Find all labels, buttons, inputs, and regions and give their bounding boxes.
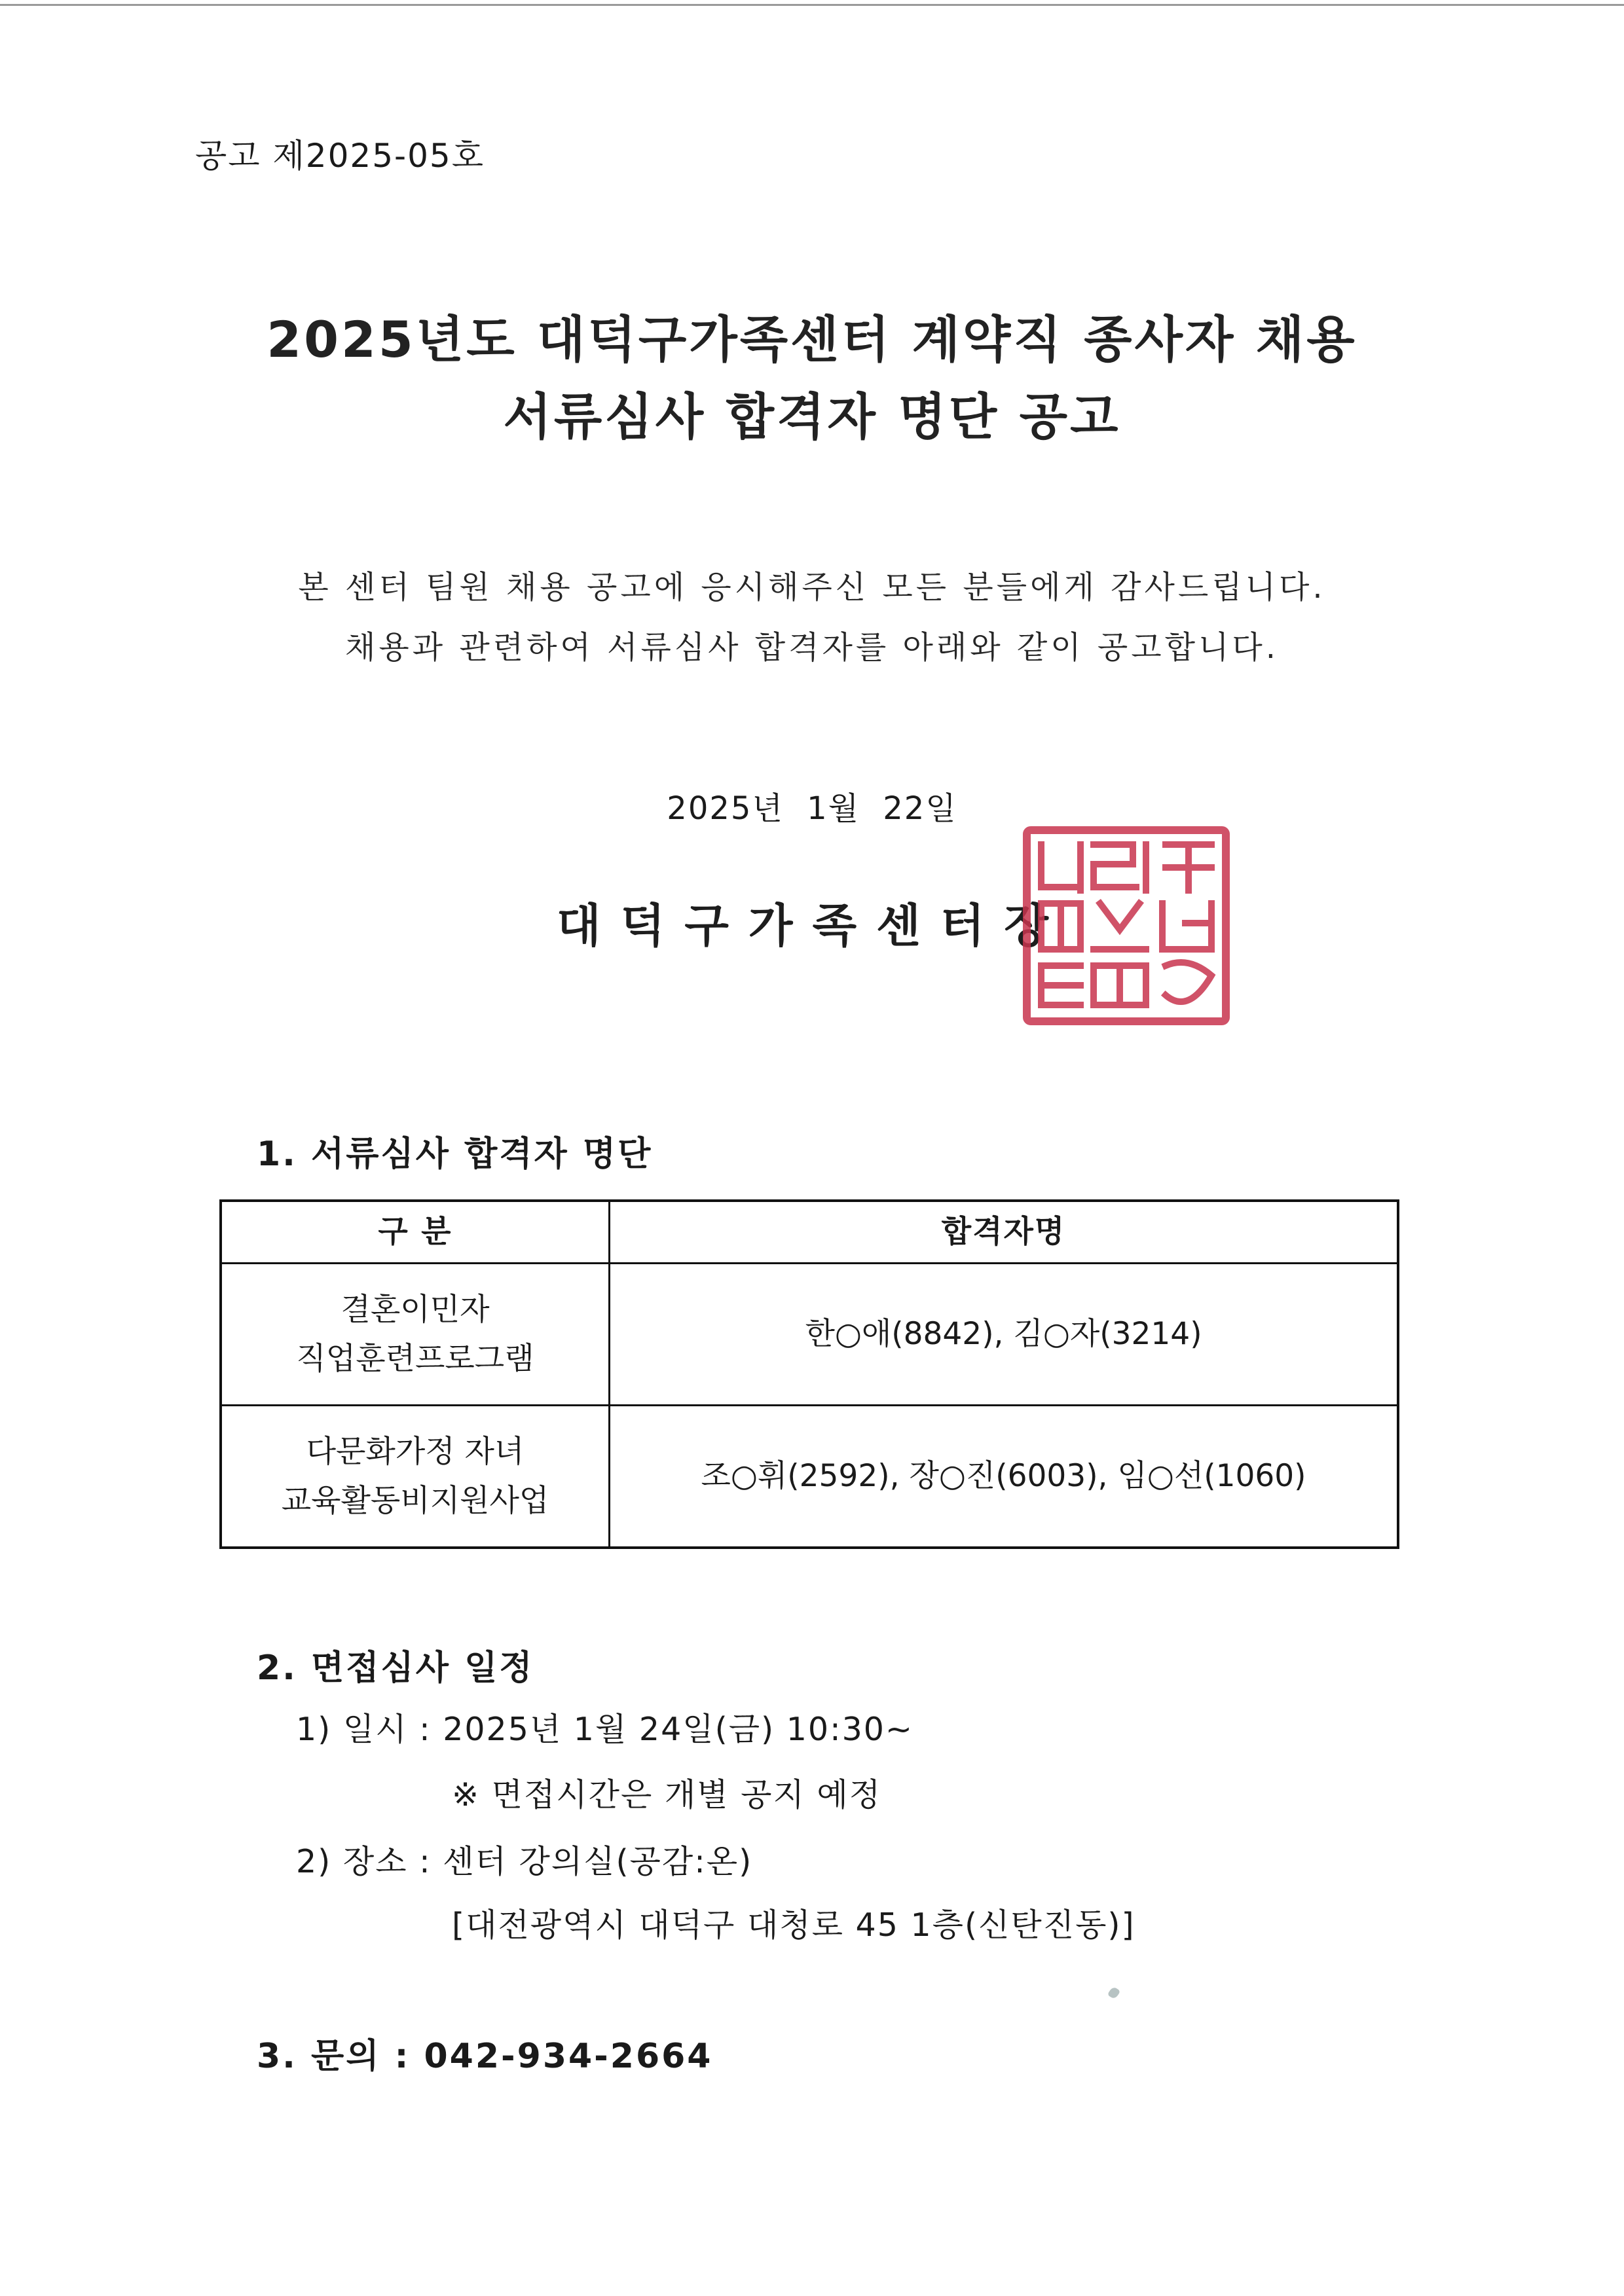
table-header-passers: 합격자명 [610, 1201, 1399, 1264]
notice-date: 2025년 1월 22일 [667, 790, 957, 827]
section1-heading: 1. 서류심사 합격자 명단 [257, 1135, 653, 1174]
interview-datetime-note: ※ 면접시간은 개별 공지 예정 [452, 1776, 882, 1813]
passers-table [219, 1199, 1399, 1549]
issuer-name: 대덕구가족센터장 [557, 899, 1068, 953]
scan-top-border [0, 4, 1624, 6]
intro-text-line2: 채용과 관련하여 서류심사 합격자를 아래와 같이 공고합니다. [344, 629, 1279, 666]
interview-place: 2) 장소 : 센터 강의실(공감:온) [296, 1843, 753, 1880]
notice-number: 공고 제2025-05호 [195, 137, 485, 175]
table-header-row [221, 1201, 1398, 1264]
category-line2: 직업훈련프로그램 [296, 1341, 534, 1377]
interview-address: [대전광역시 대덕구 대청로 45 1층(신탄진동)] [452, 1906, 1135, 1944]
notice-title-line1: 2025년도 대덕구가족센터 계약직 종사자 채용 [267, 310, 1357, 369]
table-cell-category [221, 1406, 610, 1548]
notice-title-line2: 서류심사 합격자 명단 공고 [503, 388, 1121, 446]
category-line1: 결혼이민자 [341, 1291, 490, 1328]
table-cell-passers: 조○휘(2592), 장○진(6003), 임○선(1060) [610, 1406, 1399, 1548]
table-cell-passers: 한○애(8842), 김○자(3214) [610, 1264, 1399, 1406]
table-cell-category [221, 1264, 610, 1406]
scan-speck [1107, 1986, 1121, 1999]
official-seal-stamp [1022, 825, 1231, 1027]
section2-heading: 2. 면접심사 일정 [257, 1649, 534, 1688]
category-line2: 교육활동비지원사업 [281, 1483, 549, 1519]
table-row [221, 1264, 1398, 1406]
table-row [221, 1406, 1398, 1548]
category-line1: 다문화가정 자녀 [306, 1433, 525, 1470]
table-header-category: 구 분 [221, 1201, 610, 1264]
section3-contact: 3. 문의 : 042-934-2664 [257, 2037, 713, 2076]
intro-text-line1: 본 센터 팀원 채용 공고에 응시해주신 모든 분들에게 감사드립니다. [298, 569, 1326, 606]
seal-glyphs [1041, 845, 1211, 1005]
interview-datetime: 1) 일시 : 2025년 1월 24일(금) 10:30~ [296, 1711, 913, 1748]
